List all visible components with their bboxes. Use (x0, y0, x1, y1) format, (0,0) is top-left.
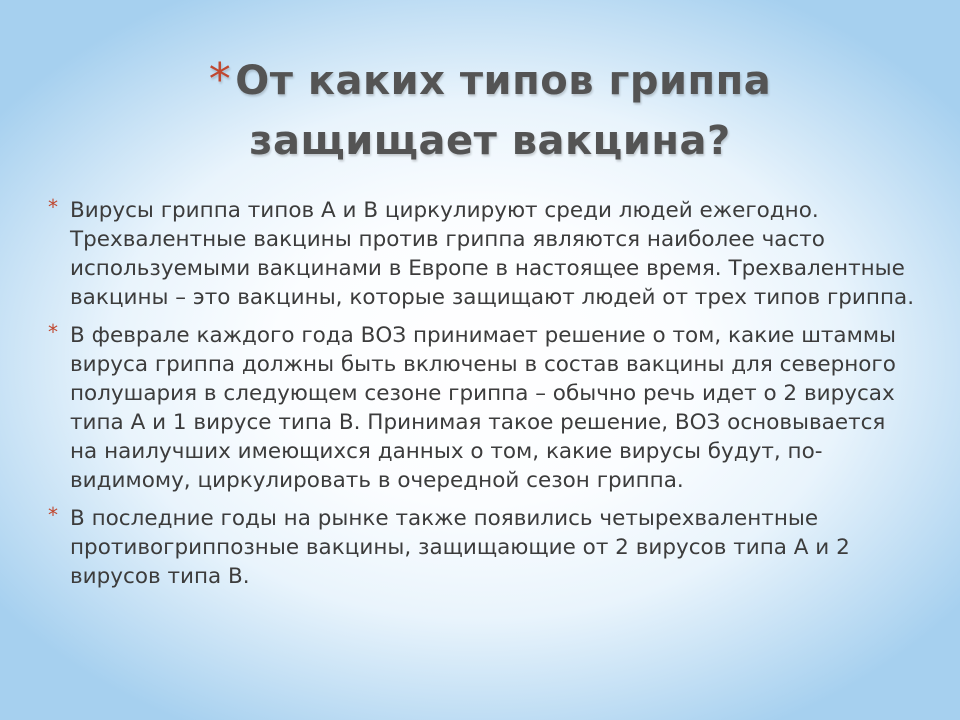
bullet-asterisk-icon: * (48, 320, 58, 344)
bullet-asterisk-icon: * (48, 195, 58, 219)
bullet-item (48, 196, 918, 312)
bullet-item (48, 504, 918, 591)
title-asterisk-icon: * (208, 54, 232, 105)
bullet-item (48, 321, 918, 495)
bullet-text: Вирусы гриппа типов А и В циркулируют среди людей ежегодно. Трехвалентные вакцины против гриппа являются наиболее часто используемыми вакцинами в Европе в настоящее время. Трехвалентные вакцины – это вакцины, которые защищают людей от трех типов гриппа. (70, 198, 915, 310)
bullet-text: В последние годы на рынке также появились четырехвалентные противогриппозные вакцины, защищающие от 2 вирусов типа А и 2 вирусов типа В. (70, 506, 850, 589)
bullet-asterisk-icon: * (48, 503, 58, 527)
bullet-list (48, 196, 918, 600)
slide-title (140, 50, 840, 171)
slide-title-text: От каких типов гриппа защищает вакцина? (235, 58, 772, 164)
bullet-text: В феврале каждого года ВОЗ принимает решение о том, какие штаммы вируса гриппа должны быть включены в состав вакцины для северного полушария в следующем сезоне гриппа – обычно речь идет о 2 вирусах типа А и 1 вирусе типа В. Принимая такое решение, ВОЗ основывается на наилучших имеющихся данных о том, какие вирусы будут, по-видимому, циркулировать в очередной сезон гриппа. (70, 323, 897, 493)
